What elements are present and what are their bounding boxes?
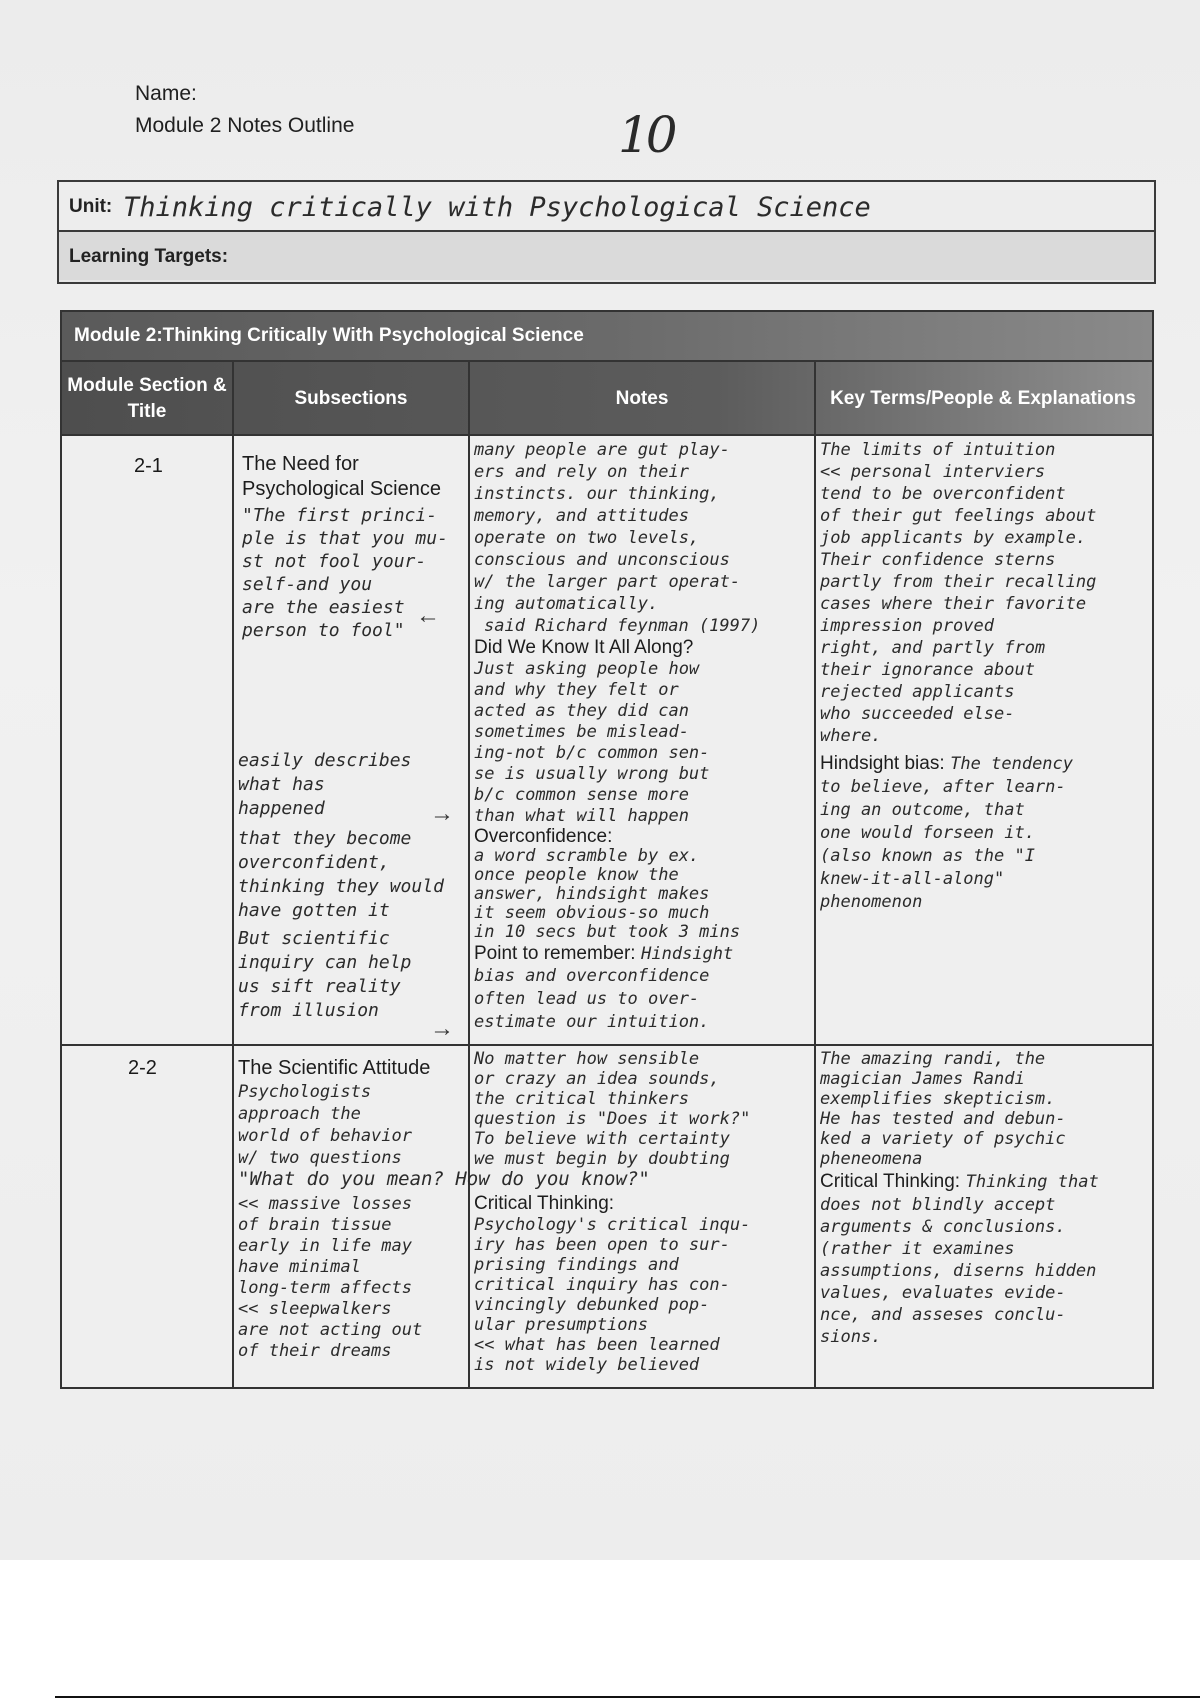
notes-heading: Point to remember: bbox=[474, 943, 636, 964]
handwritten-line: << massive losses bbox=[238, 1194, 412, 1214]
handwritten-line: magician James Randi bbox=[820, 1069, 1025, 1089]
column-divider bbox=[814, 434, 816, 1387]
handwritten-line: thinking they would bbox=[238, 876, 444, 897]
handwritten-line: who succeeded else- bbox=[820, 704, 1015, 724]
handwritten-line: tend to be overconfident bbox=[820, 484, 1066, 504]
arrow-right-icon: → bbox=[430, 800, 454, 827]
handwritten-line: inquiry can help bbox=[238, 952, 412, 973]
handwritten-line: of their dreams bbox=[238, 1341, 392, 1361]
handwritten-line: operate on two levels, bbox=[474, 528, 700, 548]
subsection-cell bbox=[238, 1056, 470, 1169]
handwritten-line: have minimal bbox=[238, 1257, 361, 1277]
handwritten-line: phenomenon bbox=[820, 892, 923, 912]
row-divider bbox=[62, 1044, 1152, 1046]
handwritten-line: are not acting out bbox=[238, 1320, 423, 1340]
handwritten-line: iry has been open to sur- bbox=[474, 1235, 730, 1255]
handwritten-line: assumptions, diserns hidden bbox=[820, 1261, 1097, 1281]
handwritten-line: No matter how sensible bbox=[474, 1049, 700, 1069]
handwritten-line: than what will happen bbox=[474, 806, 689, 826]
handwritten-line: values, evaluates evide- bbox=[820, 1283, 1066, 1303]
handwritten-line: said Richard feynman (1997) bbox=[484, 616, 761, 636]
handwritten-line: (rather it examines bbox=[820, 1239, 1015, 1259]
handwritten-line: early in life may bbox=[238, 1236, 412, 1256]
handwritten-line: where. bbox=[820, 726, 882, 746]
handwritten-line: instincts. our thinking, bbox=[474, 484, 720, 504]
handwritten-line: their ignorance about bbox=[820, 660, 1035, 680]
handwritten-line: << sleepwalkers bbox=[238, 1299, 392, 1319]
subsection-notes bbox=[238, 749, 466, 1023]
handwritten-line: b/c common sense more bbox=[474, 785, 689, 805]
handwritten-line: of their gut feelings about bbox=[820, 506, 1097, 526]
handwritten-line: overconfident, bbox=[238, 852, 390, 873]
handwritten-line: and why they felt or bbox=[474, 680, 679, 700]
handwritten-line: are the easiest bbox=[242, 597, 405, 618]
key-term-label: Critical Thinking: bbox=[820, 1171, 961, 1192]
handwritten-line: Thinking that bbox=[965, 1172, 1099, 1192]
handwritten-line: easily describes bbox=[238, 750, 412, 771]
handwritten-line: approach the bbox=[238, 1104, 361, 1124]
handwritten-line: cases where their favorite bbox=[820, 594, 1087, 614]
handwritten-line: But scientific bbox=[238, 928, 390, 949]
handwritten-line: The tendency bbox=[950, 754, 1074, 774]
handwritten-line: the critical thinkers bbox=[474, 1089, 689, 1109]
handwritten-line: ing automatically. bbox=[474, 594, 659, 614]
notes-cell bbox=[474, 439, 812, 1034]
handwritten-line: bias and overconfidence bbox=[474, 966, 710, 986]
unit-label: Unit: bbox=[69, 196, 113, 217]
handwritten-line: ple is that you mu- bbox=[242, 528, 448, 549]
handwritten-line: self-and you bbox=[242, 574, 373, 595]
handwritten-line: ked a variety of psychic bbox=[820, 1129, 1066, 1149]
subsection-title: The Scientific Attitude bbox=[238, 1057, 431, 1079]
notes-heading: Critical Thinking: bbox=[474, 1193, 615, 1214]
handwritten-line: st not fool your- bbox=[242, 551, 427, 572]
handwritten-line: one would forseen it. bbox=[820, 823, 1035, 843]
notes-heading: Overconfidence: bbox=[474, 826, 613, 847]
handwritten-line: sometimes be mislead- bbox=[474, 722, 689, 742]
subsection-notes bbox=[238, 1194, 470, 1362]
learning-targets-label: Learning Targets: bbox=[69, 246, 229, 267]
handwritten-line: us sift reality bbox=[238, 976, 401, 997]
handwritten-line: in 10 secs but took 3 mins bbox=[474, 922, 741, 942]
handwritten-line: ular presumptions bbox=[474, 1315, 648, 1335]
handwritten-line: "What do you mean? How do you know?" bbox=[238, 1168, 650, 1190]
handwritten-line: partly from their recalling bbox=[820, 572, 1097, 592]
section-number: 2-1 bbox=[134, 455, 163, 477]
handwritten-line: we must begin by doubting bbox=[474, 1149, 730, 1169]
key-terms-cell bbox=[820, 1049, 1148, 1348]
handwritten-line: sions. bbox=[820, 1327, 882, 1347]
table-title-bar bbox=[62, 312, 1152, 360]
handwritten-line: arguments & conclusions. bbox=[820, 1217, 1066, 1237]
handwritten-line: Their confidence sterns bbox=[820, 550, 1056, 570]
handwritten-line: critical inquiry has con- bbox=[474, 1275, 730, 1295]
handwritten-line: ers and rely on their bbox=[474, 462, 689, 482]
handwritten-line: vincingly debunked pop- bbox=[474, 1295, 710, 1315]
arrow-right-icon: → bbox=[430, 1015, 454, 1042]
handwritten-line: knew-it-all-along" bbox=[820, 869, 1005, 889]
unit-box bbox=[57, 180, 1156, 284]
key-terms-cell bbox=[820, 439, 1148, 914]
handwritten-line: pheneomena bbox=[820, 1149, 923, 1169]
header-module: Module Section & Title bbox=[62, 362, 234, 436]
handwritten-line: Hindsight bbox=[641, 944, 734, 964]
handwritten-line: of brain tissue bbox=[238, 1215, 392, 1235]
handwritten-line: impression proved bbox=[820, 616, 994, 636]
name-label: Name: bbox=[135, 82, 197, 105]
handwritten-line: He has tested and debun- bbox=[820, 1109, 1066, 1129]
handwritten-line: memory, and attitudes bbox=[474, 506, 689, 526]
unit-value: Thinking critically with Psychological Science bbox=[123, 192, 871, 223]
handwritten-line: estimate our intuition. bbox=[474, 1012, 710, 1032]
handwritten-line: person to fool" bbox=[242, 620, 405, 641]
arrow-left-icon: ← bbox=[416, 602, 440, 629]
outline-title: Module 2 Notes Outline bbox=[135, 114, 355, 137]
handwritten-line: w/ two questions bbox=[238, 1148, 402, 1168]
handwritten-line: prising findings and bbox=[474, 1255, 679, 1275]
handwritten-line: does not blindly accept bbox=[820, 1195, 1056, 1215]
handwritten-line: or crazy an idea sounds, bbox=[474, 1069, 720, 1089]
handwritten-line: once people know the bbox=[474, 865, 679, 885]
row-divider bbox=[62, 434, 1152, 436]
handwritten-line: job applicants by example. bbox=[820, 528, 1087, 548]
handwritten-line: Psychologists bbox=[238, 1082, 372, 1102]
handwritten-line: often lead us to over- bbox=[474, 989, 700, 1009]
notes-heading: Did We Know It All Along? bbox=[474, 637, 694, 658]
handwritten-line: The limits of intuition bbox=[820, 440, 1056, 460]
table-title: Module 2:Thinking Critically With Psychological Science bbox=[74, 325, 584, 346]
handwritten-line: a word scramble by ex. bbox=[474, 846, 700, 866]
handwritten-line: ing-not b/c common sen- bbox=[474, 743, 710, 763]
handwritten-line: right, and partly from bbox=[820, 638, 1046, 658]
handwritten-line: happened bbox=[238, 798, 325, 819]
handwritten-line: Psychology's critical inqu- bbox=[474, 1215, 751, 1235]
handwritten-score: 10 bbox=[618, 106, 674, 164]
learning-targets-row bbox=[59, 232, 1154, 280]
handwritten-line: have gotten it bbox=[238, 900, 390, 921]
handwritten-line: many people are gut play- bbox=[474, 440, 730, 460]
column-divider bbox=[232, 434, 234, 1387]
handwritten-line: exemplifies skepticism. bbox=[820, 1089, 1056, 1109]
table-header-row bbox=[62, 360, 1152, 436]
handwritten-line: Just asking people how bbox=[474, 659, 700, 679]
handwritten-line: from illusion bbox=[238, 1000, 379, 1021]
notes-table bbox=[60, 310, 1154, 1389]
handwritten-line: w/ the larger part operat- bbox=[474, 572, 741, 592]
section-number: 2-2 bbox=[128, 1057, 157, 1079]
handwritten-line: << what has been learned bbox=[474, 1335, 720, 1355]
handwritten-line: ing an outcome, that bbox=[820, 800, 1025, 820]
handwritten-line: question is "Does it work?" bbox=[474, 1109, 751, 1129]
handwritten-line: << personal interviers bbox=[820, 462, 1046, 482]
handwritten-line: (also known as the "I bbox=[820, 846, 1035, 866]
unit-row bbox=[59, 182, 1154, 232]
handwritten-line: rejected applicants bbox=[820, 682, 1015, 702]
bottom-rule bbox=[55, 1696, 1200, 1698]
subsection-title: The Need for Psychological Science bbox=[242, 453, 441, 500]
handwritten-line: acted as they did can bbox=[474, 701, 689, 721]
handwritten-line: is not widely believed bbox=[474, 1355, 700, 1375]
handwritten-line: it seem obvious-so much bbox=[474, 903, 710, 923]
notes-cell bbox=[474, 1049, 812, 1375]
handwritten-line: se is usually wrong but bbox=[474, 764, 710, 784]
handwritten-line: nce, and asseses conclu- bbox=[820, 1305, 1066, 1325]
header-subsections: Subsections bbox=[234, 362, 470, 436]
header-notes: Notes bbox=[470, 362, 816, 436]
handwritten-line: To believe with certainty bbox=[474, 1129, 730, 1149]
header-key-terms: Key Terms/People & Explanations bbox=[830, 388, 1136, 409]
handwritten-line: what has bbox=[238, 774, 325, 795]
key-term-label: Hindsight bias: bbox=[820, 753, 945, 774]
handwritten-line: "The first princi- bbox=[242, 505, 438, 526]
handwritten-line: conscious and unconscious bbox=[474, 550, 730, 570]
handwritten-line: long-term affects bbox=[238, 1278, 412, 1298]
handwritten-line: answer, hindsight makes bbox=[474, 884, 710, 904]
handwritten-line: to believe, after learn- bbox=[820, 777, 1066, 797]
handwritten-line: world of behavior bbox=[238, 1126, 412, 1146]
handwritten-line: The amazing randi, the bbox=[820, 1049, 1046, 1069]
handwritten-line: that they become bbox=[238, 828, 412, 849]
